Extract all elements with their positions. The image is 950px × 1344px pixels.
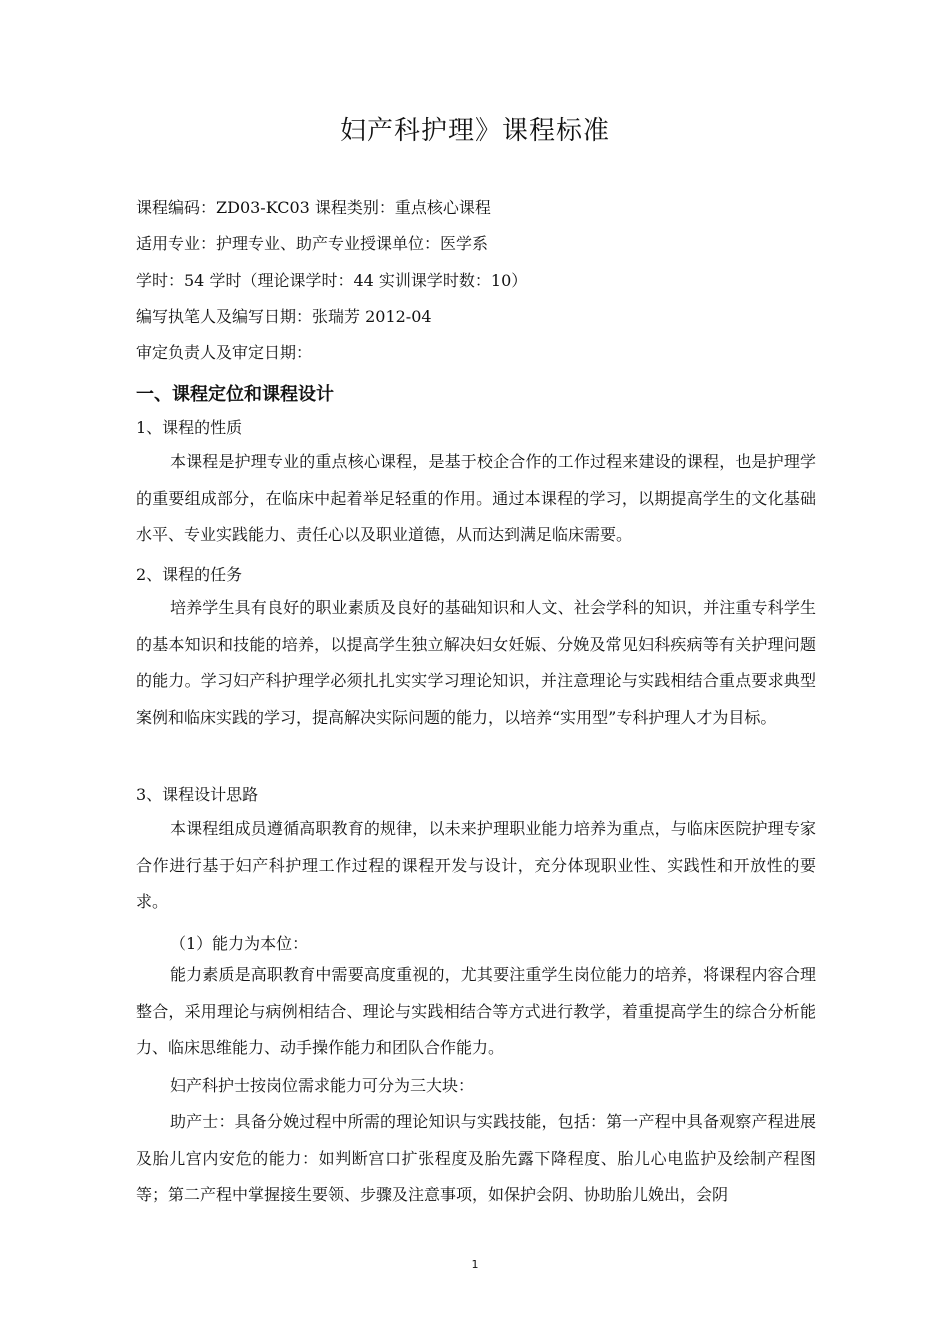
meta-major: 适用专业：护理专业、助产专业授课单位：医学系 [136,234,489,253]
paragraph-tasks: 培养学生具有良好的职业素质及良好的基础知识和人文、社会学科的知识，并注重专科学生的基本知识和技能的培养，以提高学生独立解决妇女妊娠、分娩及常见妇科疾病等有关护理问题的能力。学习妇产科护理学必须扎扎实实学习理论知识，并注意理论与实践相结合重点要求典型案例和临床实践的学习，提高解决实际问题的能力，以培养“实用型”专科护理人才为目标。 [136,598,816,727]
paragraph-nature: 本课程是护理专业的重点核心课程，是基于校企合作的工作过程来建设的课程，也是护理学的重要组成部分，在临床中起着举足轻重的作用。通过本课程的学习，以期提高学生的文化基础水平、专业实践能力、责任心以及职业道德，从而达到满足临床需要。 [136,452,816,544]
paragraph-midwife: 助产士：具备分娩过程中所需的理论知识与实践技能，包括：第一产程中具备观察产程进展及胎儿宫内安危的能力：如判断宫口扩张程度及胎先露下降程度、胎儿心电监护及绘制产程图等；第二产程中掌握接生要领、步骤及注意事项，如保护会阴、协助胎儿娩出，会阴 [136,1112,816,1204]
meta-hours: 学时：54 学时（理论课学时：44 实训课学时数：10） [136,271,528,290]
sub-heading-nature: 1、课程的性质 [136,418,243,437]
paragraph-three-blocks: 妇产科护士按岗位需求能力可分为三大块： [170,1076,475,1095]
page-number: 1 [471,1258,479,1271]
section-heading: 一、课程定位和课程设计 [136,384,334,405]
meta-course-code: 课程编码：ZD03-KC03 课程类别：重点核心课程 [136,198,491,217]
sub-heading-tasks: 2、课程的任务 [136,565,243,584]
paragraph-ability: 能力素质是高职教育中需要高度重视的，尤其要注重学生岗位能力的培养，将课程内容合理整合，采用理论与病例相结合、理论与实践相结合等方式进行教学，着重提高学生的综合分析能力、临床思维能力、动手操作能力和团队合作能力。 [136,965,816,1057]
paragraph-design: 本课程组成员遵循高职教育的规律，以未来护理职业能力培养为重点，与临床医院护理专家合作进行基于妇产科护理工作过程的课程开发与设计，充分体现职业性、实践性和开放性的要求。 [136,819,816,911]
document-title: 妇产科护理》课程标准 [339,116,610,146]
meta-reviewer: 审定负责人及审定日期： [136,343,313,362]
sub-heading-ability: （1）能力为本位： [170,934,309,953]
meta-author: 编写执笔人及编写日期：张瑞芳 2012-04 [136,307,432,326]
sub-heading-design: 3、课程设计思路 [136,785,259,804]
